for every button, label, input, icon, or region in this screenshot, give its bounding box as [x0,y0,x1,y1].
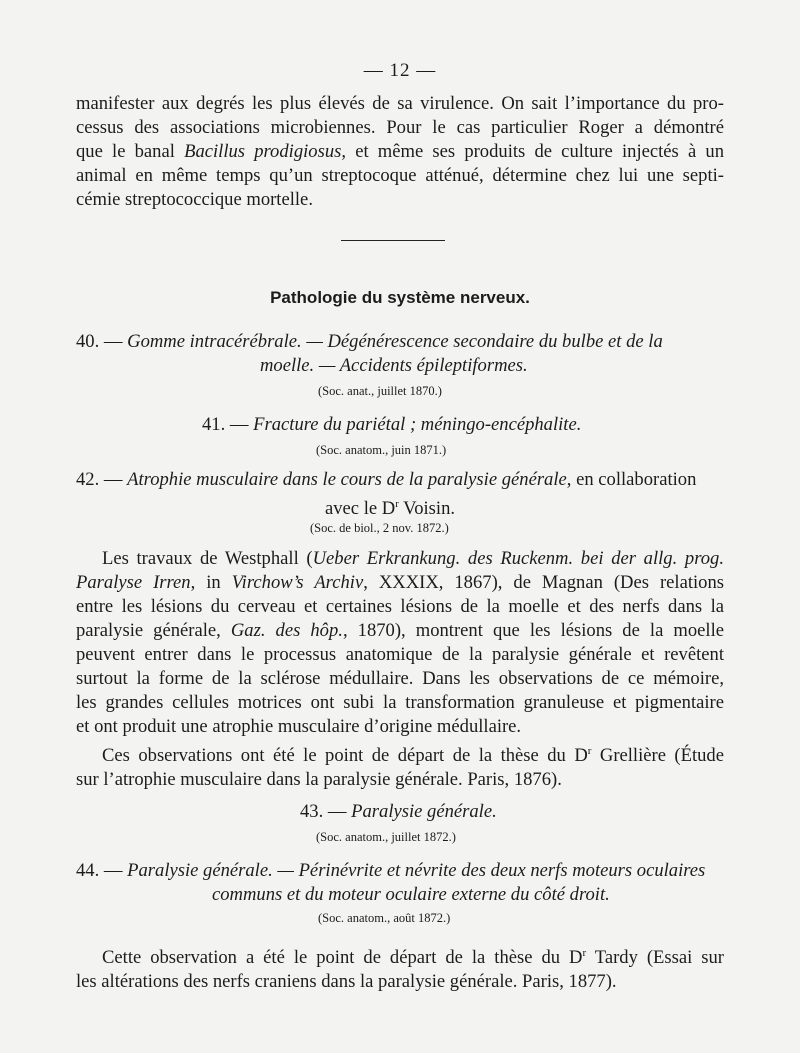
entry-42-line-1: 42. — Atrophie musculaire dans le cours de la paralysie générale, en collaboration [76,469,697,490]
entry-40-line-1: 40. — Gomme intracérébrale. — Dégénérescence secondaire du bulbe et de la [76,331,663,352]
bacillus-name: Bacillus prodigiosus [184,141,342,162]
section-title: Pathologie du système nerveux. [270,288,530,307]
westphall-line-5: peuvent entrer dans le processus anatomique de la paralysie générale et revêtent [76,644,724,665]
westphall-line-1: Les travaux de Westphall (Ueber Erkrankung. des Ruckenm. bei der allg. prog. [102,548,724,569]
grelliere-line-1: Ces observations ont été le point de départ de la thèse du $D^r$ Grellière (Étude [102,745,724,767]
tardy-line-2: les altérations des nerfs craniens dans la paralysie générale. Paris, 1877). [76,971,617,993]
entry-41-source: (Soc. anatom., juin 1871.) [316,443,447,457]
tardy-paragraph [76,941,724,994]
intro-line-1: manifester aux degrés les plus élevés de sa virulence. On sait l’importance du pro- [76,93,724,114]
entry-42-line-2: avec le $D^r$ Voisin. [325,498,456,520]
intro-paragraph [76,92,724,212]
westphall-line-8: et ont produit une atrophie musculaire d’origine médullaire. [76,716,522,737]
intro-line-4: animal en même temps qu’un streptocoque atténué, détermine chez lui une septi- [76,165,724,186]
westphall-line-2: Paralyse Irren, in Virchow’s Archiv, XXXIX, 1867), de Magnan (Des relations [76,572,724,593]
section-divider [341,240,445,241]
westphall-line-4: paralysie générale, Gaz. des hôp., 1870), montrent que les lésions de la moelle [76,620,724,641]
westphall-line-6: surtout la forme de la sclérose médullaire. Dans les observations de ce mémoire, [76,668,724,689]
westphall-line-3: entre les lésions du cerveau et certaines lésions de la moelle et des nerfs dans la [76,596,724,617]
entry-41: 41. — Fracture du pariétal ; méningo-encéphalite. [202,414,582,435]
entry-43-source: (Soc. anatom., juillet 1872.) [316,830,456,844]
westphall-line-7: les grandes cellules motrices ont subi la transformation granuleuse et pigmentaire [76,692,724,713]
page-number: — 12 — [363,60,437,81]
westphall-paragraph [76,547,724,739]
entry-44-line-1: 44. — Paralysie générale. — Périnévrite et névrite des deux nerfs moteurs oculaires [76,860,706,881]
entry-42-source: (Soc. de biol., 2 nov. 1872.) [310,521,449,535]
grelliere-paragraph [76,739,724,792]
intro-line-5: cémie streptococcique mortelle. [76,189,313,210]
entry-40-source: (Soc. anat., juillet 1870.) [318,384,442,398]
entry-43: 43. — Paralysie générale. [300,801,497,822]
entry-40-line-2: moelle. — Accidents épileptiformes. [260,355,528,376]
intro-line-3: que le banal Bacillus prodigiosus, et même ses produits de culture injectés à un [76,141,724,162]
entry-44-source: (Soc. anatom., août 1872.) [318,911,451,925]
tardy-line-1: Cette observation a été le point de départ de la thèse du $D^r$ Tardy (Essai sur [102,947,724,969]
entry-44-line-2: communs et du moteur oculaire externe du côté droit. [212,884,610,905]
grelliere-line-2: sur l’atrophie musculaire dans la paralysie générale. Paris, 1876). [76,769,562,791]
intro-line-2: cessus des associations microbiennes. Pour le cas particulier Roger a démontré [76,117,724,138]
